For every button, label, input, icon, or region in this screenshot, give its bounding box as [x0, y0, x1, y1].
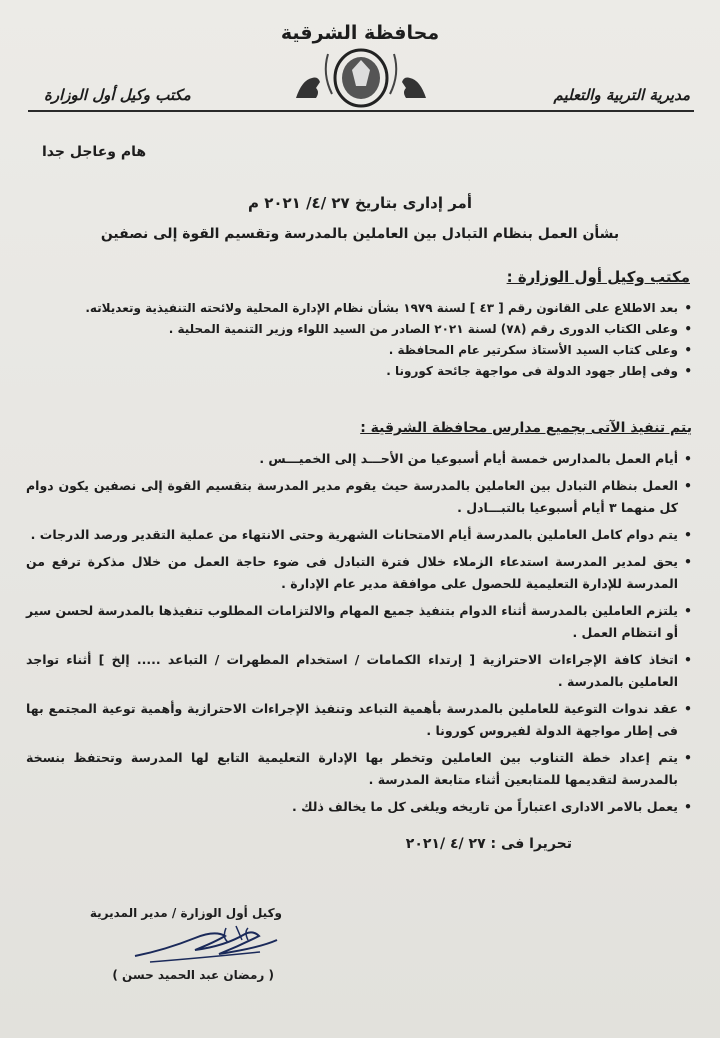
- clause-item: • عقد ندوات التوعية للعاملين بالمدرسة بأهمية التباعد وتنفيذ الإجراءات الاحترازية وأهمية توعية المجتمع بها فى إطار مواجهة الدولة لفيروس كورونا .: [26, 698, 692, 742]
- order-subject: بشأن العمل بنظام التبادل بين العاملين بالمدرسة وتقسيم القوة إلى نصفين: [100, 226, 620, 242]
- preamble-item: • وعلى كتاب السيد الأستاذ سكرتير عام المحافظة .: [32, 340, 692, 361]
- signatory-title: وكيل أول الوزارة / مدير المديرية: [89, 906, 282, 920]
- header-divider: [28, 110, 694, 112]
- clause-item: • يحق لمدير المدرسة استدعاء الزملاء خلال فترة التبادل فى ضوء حاجة العمل من خلال مذكرة ترفع من المدرسة للإدارة التعليمية للحصول على موافقة مدير عام الإدارة .: [26, 551, 692, 595]
- clauses-list: [26, 448, 692, 823]
- clause-item: • أيام العمل بالمدارس خمسة أيام أسبوعيا من الأحـــد إلى الخميـــس .: [26, 448, 692, 470]
- preamble-item: • وعلى الكتاب الدورى رقم (٧٨) لسنة ٢٠٢١ الصادر من السيد اللواء وزير التنمية المحلية .: [32, 319, 692, 340]
- clause-item: • يلتزم العاملين بالمدرسة أثناء الدوام بتنفيذ جميع المهام والالتزامات المطلوب تنفيذها بالمدرسة لحسن سير أو انتظام العمل .: [26, 600, 692, 644]
- preamble-list: [32, 298, 692, 382]
- governorate-emblem: [286, 40, 436, 112]
- clauses-intro: يتم تنفيذ الآتى بجميع مدارس محافظة الشرقية :: [360, 420, 692, 436]
- preamble-item: • وفى إطار جهود الدولة فى مواجهة جائحة كورونا .: [32, 361, 692, 382]
- clause-item: • يعمل بالامر الادارى اعتباراً من تاريخه ويلغى كل ما يخالف ذلك .: [26, 796, 692, 818]
- directorate-header: مديرية التربية والتعليم: [553, 86, 690, 104]
- signatory-name: ( رمضان عبد الحميد حسن ): [112, 968, 274, 982]
- issue-date: تحريرا فى : ٢٧ /٤ /٢٠٢١: [405, 836, 572, 852]
- handwritten-signature: [130, 918, 280, 968]
- clause-item: • يتم إعداد خطة التناوب بين العاملين وتخطر بها الإدارة التعليمية التابع لها المدرسة وتحتفظ بنسخة بالمدرسة لتقديمها للمتابعين أثناء متابعة المدرسة .: [26, 747, 692, 791]
- order-title: أمر إدارى بتاريخ ٢٧ /٤/ ٢٠٢١ م: [248, 194, 472, 212]
- governorate-title: محافظة الشرقية: [280, 22, 440, 44]
- office-header: مكتب وكيل أول الوزارة: [44, 86, 191, 104]
- clause-item: • اتخاذ كافة الإجراءات الاحترازية [ إرتداء الكمامات / استخدام المطهرات / التباعد ..... إلخ ] أثناء تواجد العاملين بالمدرسة .: [26, 649, 692, 693]
- preamble-item: • بعد الاطلاع على القانون رقم [ ٤٣ ] لسنة ١٩٧٩ بشأن نظام الإدارة المحلية ولائحته التنفيذية وتعديلاته.: [32, 298, 692, 319]
- urgent-label: هام وعاجل جدا: [42, 144, 147, 160]
- clause-item: • يتم دوام كامل العاملين بالمدرسة أيام الامتحانات الشهرية وحتى الانتهاء من عملية التقدير ورصد الدرجات .: [26, 524, 692, 546]
- office-label: مكتب وكيل أول الوزارة :: [506, 268, 690, 286]
- clause-item: • العمل بنظام التبادل بين العاملين بالمدرسة حيث يقوم مدير المدرسة بتقسيم القوة إلى نصفين يكون دوام كل منهما ٣ أيام أسبوعيا بالتبـــادل .: [26, 475, 692, 519]
